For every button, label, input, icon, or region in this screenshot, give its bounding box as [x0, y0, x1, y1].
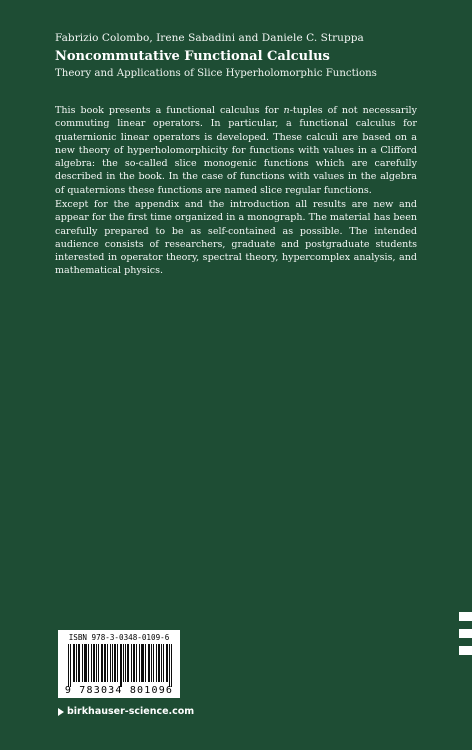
- barcode-bar: [143, 644, 144, 682]
- barcode-bar: [156, 644, 157, 682]
- barcode-bar: [84, 644, 85, 682]
- blurb-paragraph-2: Except for the appendix and the introduction all results are new and appear for the first time organized in a monograph. The material has been carefully prepared to be as self-contained as possible. The intended audience consists of researchers, graduate and postgraduate students interested in operator theory, spectral theory, hypercomplex analysis, and mathematical physics.: [55, 199, 417, 277]
- spine-marks: [459, 612, 472, 663]
- isbn-label: ISBN 978-3-0348-0109-6: [68, 633, 170, 642]
- blurb-p1-italic: n: [283, 105, 290, 116]
- spine-mark: [459, 612, 472, 621]
- barcode-bar: [107, 644, 108, 682]
- barcode-number: 9 783034 801096: [64, 685, 174, 696]
- barcode-bar: [88, 644, 89, 682]
- barcode-bar: [73, 644, 74, 682]
- blurb-p1-start: This book presents a functional calculus for: [55, 105, 284, 116]
- book-subtitle: Theory and Applications of Slice Hyperholomorphic Functions: [55, 68, 377, 79]
- barcode-bar: [96, 644, 97, 682]
- barcode-bar: [161, 644, 162, 682]
- barcode-bar: [104, 644, 105, 682]
- barcode-bar: [141, 644, 142, 682]
- barcode-bar: [145, 644, 146, 682]
- spine-mark: [459, 629, 472, 638]
- barcode-bar: [120, 644, 121, 687]
- barcode-bar: [128, 644, 129, 682]
- barcode-bar: [149, 644, 150, 682]
- barcode-bar: [125, 644, 126, 682]
- book-authors: Fabrizio Colombo, Irene Sabadini and Daniele C. Struppa: [55, 32, 364, 44]
- barcode-bar: [142, 644, 143, 682]
- barcode-bar: [123, 644, 124, 682]
- barcode-bar: [159, 644, 160, 682]
- barcode-bar: [102, 644, 103, 682]
- barcode-bar: [70, 644, 71, 687]
- barcode-bar: [110, 644, 111, 682]
- barcode-bar: [78, 644, 79, 682]
- barcode-bar: [74, 644, 75, 682]
- arrow-right-icon: [58, 708, 64, 716]
- barcode-icon: [68, 644, 172, 687]
- barcode-bar: [169, 644, 170, 687]
- barcode-bar: [85, 644, 86, 682]
- barcode-bar: [101, 644, 102, 682]
- book-title: Noncommutative Functional Calculus: [55, 49, 330, 64]
- barcode-bar: [105, 644, 106, 682]
- barcode-bar: [114, 644, 115, 682]
- barcode-bar: [112, 644, 113, 682]
- barcode-bar: [86, 644, 87, 682]
- barcode-bar: [131, 644, 132, 682]
- spine-mark: [459, 646, 472, 655]
- isbn-barcode-box: [58, 630, 180, 698]
- barcode-bar: [68, 644, 69, 687]
- barcode-bar: [136, 644, 137, 682]
- publisher-website-label: birkhauser-science.com: [67, 706, 195, 717]
- barcode-bar: [167, 644, 168, 682]
- barcode-bar: [82, 644, 83, 682]
- barcode-bar: [166, 644, 167, 682]
- barcode-bar: [153, 644, 154, 682]
- barcode-bar: [139, 644, 140, 682]
- barcode-bar: [76, 644, 77, 682]
- barcode-bar: [115, 644, 116, 682]
- barcode-bar: [79, 644, 80, 682]
- barcode-bar: [151, 644, 152, 682]
- barcode-bar: [163, 644, 164, 682]
- barcode-bar: [117, 644, 118, 682]
- blurb-p1-end: -tuples of not necessarily commuting linear operators. In particular, a functional calculus for quaternionic linear operators is developed. These calculi are based on a new theory of hyperholomorphicity for functions with values in a Clifford algebra: the so-called slice monogenic functions which are carefully described in the book. In the case of functions with values in the algebra of quaternions these functions are named slice regular functions.: [55, 105, 417, 196]
- barcode-bar: [134, 644, 135, 682]
- barcode-bar: [94, 644, 95, 682]
- barcode-bar: [158, 644, 159, 682]
- barcode-bar: [148, 644, 149, 682]
- barcode-bar: [121, 644, 122, 687]
- barcode-bar: [91, 644, 92, 682]
- barcode-bar: [98, 644, 99, 682]
- blurb-paragraph-1: [55, 104, 417, 197]
- barcode-bar: [133, 644, 134, 682]
- barcode-bar: [127, 644, 128, 682]
- barcode-bar: [171, 644, 172, 687]
- publisher-website[interactable]: [58, 706, 194, 717]
- barcode-bar: [93, 644, 94, 682]
